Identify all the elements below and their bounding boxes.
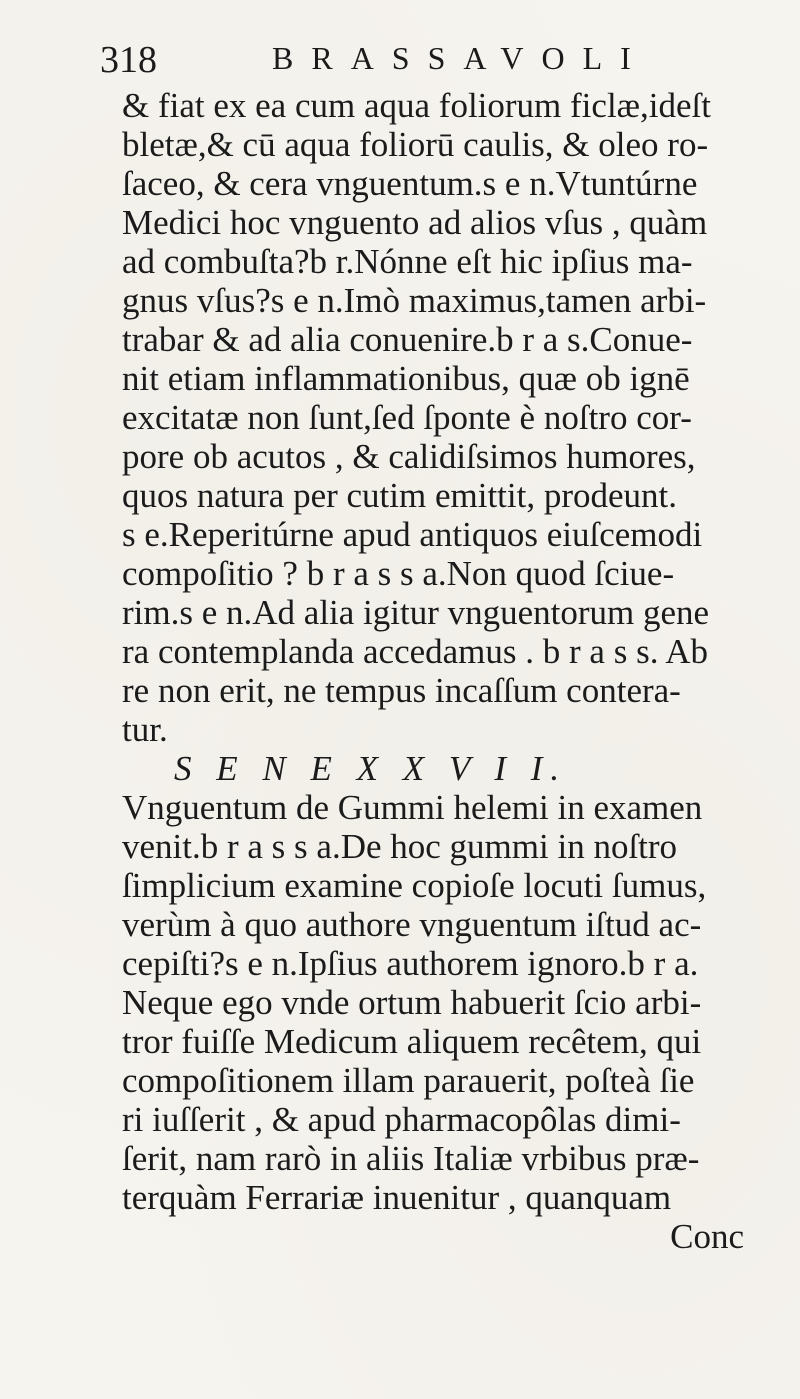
text-line: ad combuſta?b r.Nónne eſt hic ipſius ma- (122, 242, 693, 281)
text-line: tur. (122, 710, 168, 749)
text-line: & fiat ex ea cum aqua foliorum ficlæ,ideſt (122, 86, 711, 125)
text-line: venit.b r a s s a.De hoc gummi in noſtro (122, 827, 678, 866)
text-line: verùm à quo authore vnguentum iſtud ac- (122, 905, 702, 944)
page-number: 318 (100, 39, 157, 81)
text-line: Vnguentum de Gummi helemi in examen (122, 788, 703, 827)
text-line: excitatæ non ſunt,ſed ſponte è noſtro cor- (122, 398, 692, 437)
text-line: ſaceo, & cera vnguentum.s e n.Vtuntúrne (122, 164, 698, 203)
text-line: s e.Reperitúrne apud antiquos eiuſcemodi (122, 515, 703, 554)
text-line: compoſitio ? b r a s s a.Non quod ſciue- (122, 554, 675, 593)
text-line: ra contemplanda accedamus . b r a s s. Ab (122, 632, 709, 671)
text-line: gnus vſus?s e n.Imò maximus,tamen arbi- (122, 281, 707, 320)
body-text (122, 86, 772, 1256)
section-heading: S E N E X X V I I. (174, 749, 568, 788)
text-line: rim.s e n.Ad alia igitur vnguentorum gene (122, 593, 710, 632)
text-line: pore ob acutos , & calidiſsimos humores, (122, 437, 696, 476)
text-line: ſimplicium examine copioſe locuti ſumus, (122, 866, 707, 905)
text-line: Neque ego vnde ortum habuerit ſcio arbi- (122, 983, 702, 1022)
page-header (100, 38, 740, 88)
text-line: nit etiam inflammationibus, quæ ob ignē (122, 359, 690, 398)
text-line: trabar & ad alia conuenire.b r a s.Conue- (122, 320, 693, 359)
text-line: tror fuiſſe Medicum aliquem recêtem, qui (122, 1022, 702, 1061)
text-line: ſerit, nam rarò in aliis Italiæ vrbibus præ- (122, 1139, 700, 1178)
text-line: quos natura per cutim emittit, prodeunt. (122, 476, 678, 515)
catchword: Conc (670, 1217, 744, 1256)
text-line: ri iuſſerit , & apud pharmacopôlas dimi- (122, 1100, 681, 1139)
text-line: compoſitionem illam parauerit, poſteà ſie (122, 1061, 695, 1100)
text-line: re non erit, ne tempus incaſſum contera- (122, 671, 681, 710)
text-line: terquàm Ferrariæ inuenitur , quanquam (122, 1178, 672, 1217)
text-line: bletæ,& cū aqua foliorū caulis, & oleo ro- (122, 125, 709, 164)
text-line: cepiſti?s e n.Ipſius authorem ignoro.b r a. (122, 944, 699, 983)
text-line: Medici hoc vnguento ad alios vſus , quàm (122, 203, 708, 242)
running-head: BRASSAVOLI (272, 40, 649, 76)
